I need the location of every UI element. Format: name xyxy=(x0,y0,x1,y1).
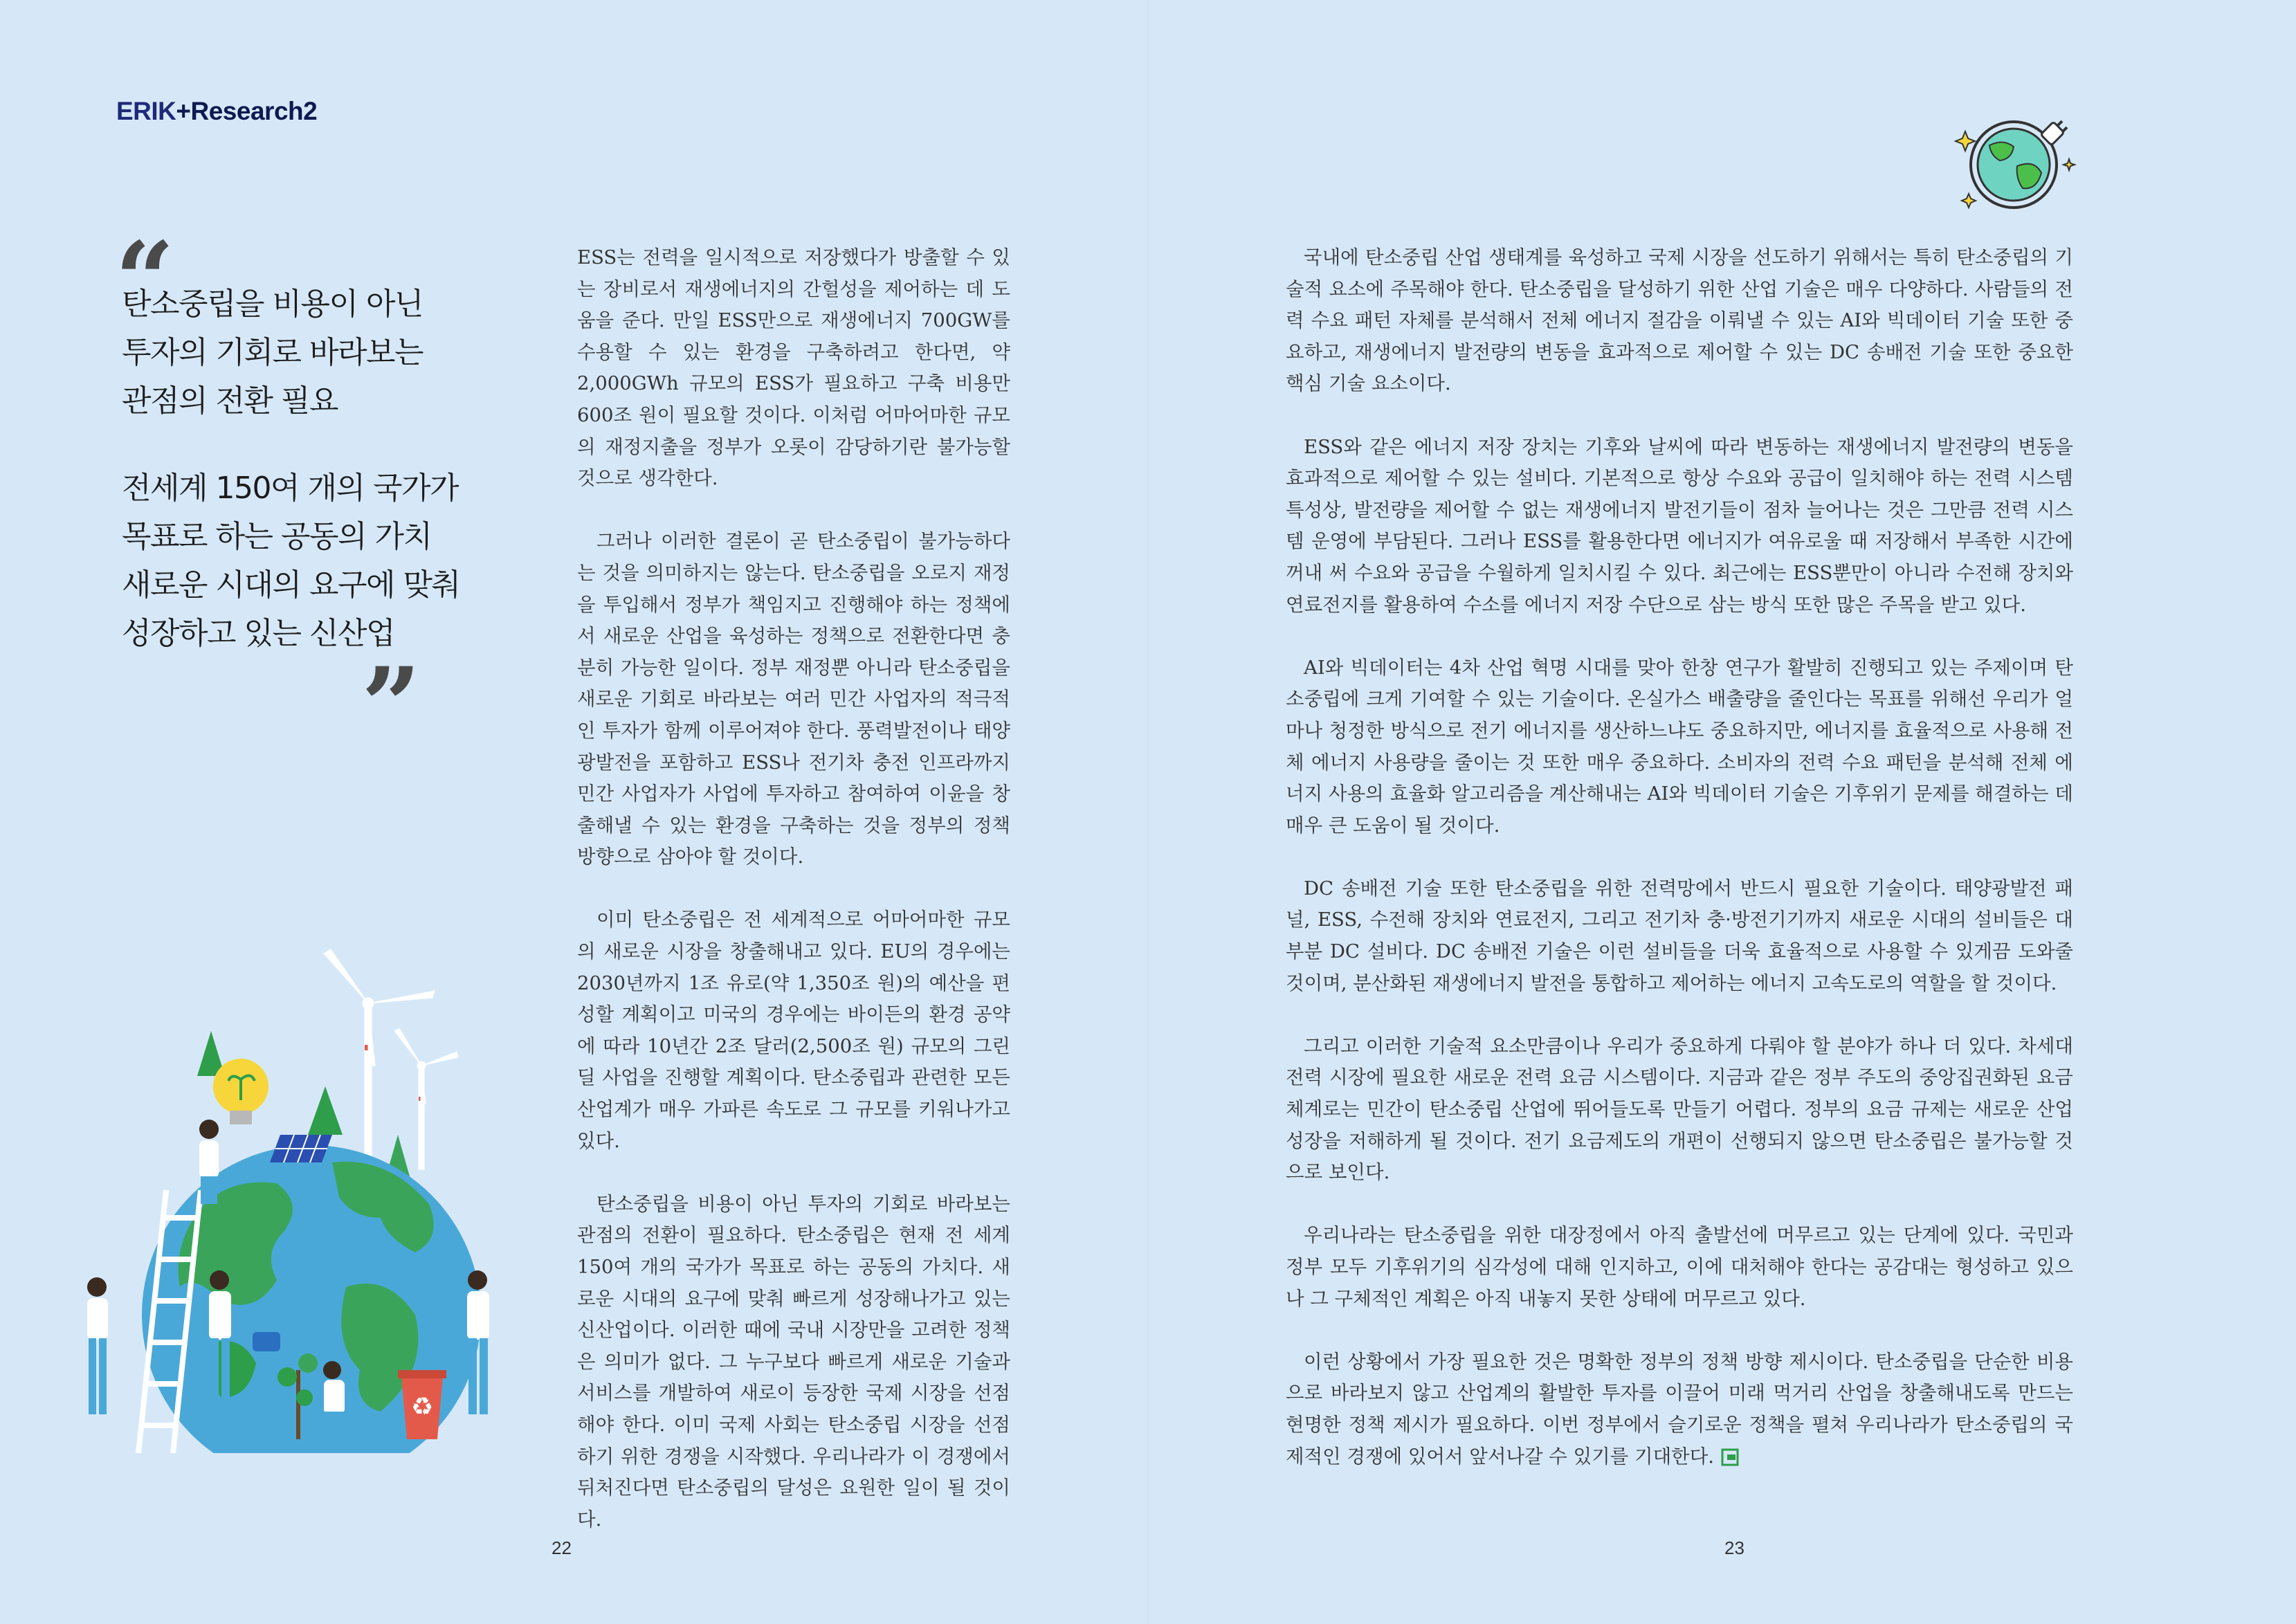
paragraph: ESS와 같은 에너지 저장 장치는 기후와 날씨에 따라 변동하는 재생에너지 발전량의 변동을 효과적으로 제어할 수 있는 설비다. 기본적으로 항상 수요와 공급이 일치해야 하는 전력 시스템 특성상, 발전량을 제어할 수 없는 재생에너지 발전기들이 점차 늘어나는 것은 그만큼 전력 시스템 운영에 부담된다. 그러나 ESS를 활용한다면 에너지가 여유로울 때 저장해서 부족한 시간에 꺼내 써 수요와 공급을 수월하게 일치시킬 수 있다. 최근에는 ESS뿐만이 아니라 수전해 장치와 연료전지를 활용하여 수소를 에너지 저장 수단으로 삼는 방식 또한 많은 주목을 받고 있다. xyxy=(1286,435,2073,616)
page-number-right: 23 xyxy=(1724,1538,1744,1558)
paragraph xyxy=(1286,1347,2073,1472)
paragraph-text: 이런 상황에서 가장 필요한 것은 명확한 정부의 정책 방향 제시이다. 탄소중립을 단순한 비용으로 바라보지 않고 산업계의 활발한 투자를 이끌어 미래 먹거리 산업을 창출해내도록 만드는 현명한 정책 제시가 필요하다. 이번 정부에서 슬기로운 정책을 펼쳐 우리나라가 탄소중립의 국제적인 경쟁에 있어서 앞서나갈 수 있기를 기대한다. xyxy=(1286,1350,2073,1468)
pull-quote-line: 성장하고 있는 신산업 xyxy=(122,616,395,651)
paragraph: 탄소중립을 비용이 아닌 투자의 기회로 바라보는 관점의 전환이 필요하다. 탄소중립은 현재 전 세계 150여 개의 국가가 목표로 하는 공동의 가치다. 새로운 시대의 요구에 맞춰 빠르게 성장해나가고 있는 신산업이다. 이러한 때에 국내 시장만을 고려한 정책은 의미가 없다. 그 누구보다 빠르게 새로운 기술과 서비스를 개발하여 새로이 등장한 국제 시장을 선점해야 한다. 이미 국제 사회는 탄소중립 시장을 선점하기 위한 경쟁을 시작했다. 우리나라가 이 경쟁에서 뒤처진다면 탄소중립의 달성은 요원한 일이 될 것이다. xyxy=(577,1192,1010,1531)
pull-quote xyxy=(122,280,482,658)
paragraph: 이미 탄소중립은 전 세계적으로 어마어마한 규모의 새로운 시장을 창출해내고 있다. EU의 경우에는 2030년까지 1조 유로(약 1,350조 원)의 예산을 편성할 계획이고 미국의 경우에는 바이든의 환경 공약에 따라 10년간 2조 달러(2,500조 원) 규모의 그린딜 사업을 진행할 계획이다. 탄소중립과 관련한 모든 산업계가 매우 가파른 속도로 그 규모를 키워나가고 있다. xyxy=(577,909,1010,1152)
earth-environment-illustration xyxy=(55,927,526,1453)
svg-text:♻: ♻ xyxy=(410,1393,434,1421)
paragraph: 우리나라는 탄소중립을 위한 대장정에서 아직 출발선에 머무르고 있는 단계에 있다. 국민과 정부 모두 기후위기의 심각성에 대해 인지하고, 이에 대처해야 한다는 공감대는 형성하고 있으나 그 구체적인 계획은 아직 내놓지 못한 상태에 머무르고 있다. xyxy=(1286,1224,2073,1310)
close-quote-mark: ” xyxy=(361,645,421,767)
globe-plug-icon xyxy=(1948,104,2079,221)
page-number-left: 22 xyxy=(552,1538,572,1558)
end-mark-icon xyxy=(1721,1448,1739,1466)
paragraph: 그러나 이러한 결론이 곧 탄소중립이 불가능하다는 것을 의미하지는 않는다. 탄소중립을 오로지 재정을 투입해서 정부가 책임지고 진행해야 하는 정책에서 새로운 산업을 육성하는 정책으로 전환한다면 충분히 가능한 일이다. 정부 재정뿐 아니라 탄소중립을 새로운 기회로 바라보는 여러 민간 사업자의 적극적인 투자가 함께 이루어져야 한다. 풍력발전이나 태양광발전을 포함하고 ESS나 전기차 충전 인프라까지 민간 사업자가 사업에 투자하고 참여하여 이윤을 창출해낼 수 있는 환경을 구축하는 것을 정부의 정책 방향으로 삼아야 할 것이다. xyxy=(577,530,1010,868)
paragraph: 국내에 탄소중립 산업 생태계를 육성하고 국제 시장을 선도하기 위해서는 특히 탄소중립의 기술적 요소에 주목해야 한다. 탄소중립을 달성하기 위한 산업 기술은 매우 다양하다. 사람들의 전력 수요 패턴 자체를 분석해서 전체 에너지 절감을 이뤄낼 수 있는 AI와 빅데이터 기술 또한 중요하고, 재생에너지 발전량의 변동을 효과적으로 제어할 수 있는 DC 송배전 기술 또한 중요한 핵심 기술 요소이다. xyxy=(1286,246,2073,395)
pull-quote-line: 전세계 150여 개의 국가가 xyxy=(122,471,458,506)
paragraph: AI와 빅데이터는 4차 산업 혁명 시대를 맞아 한창 연구가 활발히 진행되고 있는 주제이며 탄소중립에 크게 기여할 수 있는 기술이다. 온실가스 배출량을 줄인다는 목표를 위해선 우리가 얼마나 청정한 방식으로 전기 에너지를 생산하느냐도 중요하지만, 에너지를 효율적으로 사용해 전체 에너지 사용량을 줄이는 것 또한 매우 중요하다. 소비자의 전력 수요 패턴을 분석해 전체 에너지 사용의 효율화 알고리즘을 계산해내는 AI와 빅데이터 기술은 기후위기 문제를 해결하는 데 매우 큰 도움이 될 것이다. xyxy=(1286,656,2073,837)
open-quote-mark: “ xyxy=(115,219,175,341)
paragraph: 그리고 이러한 기술적 요소만큼이나 우리가 중요하게 다뤄야 할 분야가 하나 더 있다. 차세대 전력 시장에 필요한 새로운 전력 요금 시스템이다. 지금과 같은 정부 주도의 중앙집권화된 요금 체계로는 민간이 탄소중립 산업에 뛰어들도록 만들기 어렵다. 정부의 요금 규제는 새로운 산업 성장을 저해하게 될 것이다. 전기 요금제도의 개편이 선행되지 않으면 탄소중립은 불가능할 것으로 보인다. xyxy=(1286,1034,2073,1184)
paragraph: ESS는 전력을 일시적으로 저장했다가 방출할 수 있는 장비로서 재생에너지의 간헐성을 제어하는 데 도움을 준다. 만일 ESS만으로 재생에너지 700GW를 수용할 수 있는 환경을 구축하려고 한다면, 약 2,000GWh 규모의 ESS가 필요하고 구축 비용만 600조 원이 필요할 것이다. 이처럼 어마어마한 규모의 재정지출을 정부가 오롯이 감당하기란 불가능할 것으로 생각한다. xyxy=(577,246,1010,490)
left-body-column xyxy=(577,242,1010,1567)
pull-quote-line: 투자의 기회로 바라보는 xyxy=(122,335,423,370)
pull-quote-line: 관점의 전환 필요 xyxy=(122,383,338,419)
right-body-column xyxy=(1286,242,2073,1504)
brand-part2: +Research2 xyxy=(176,97,318,125)
magazine-brand xyxy=(116,97,317,126)
paragraph: DC 송배전 기술 또한 탄소중립을 위한 전력망에서 반드시 필요한 기술이다. 태양광발전 패널, ESS, 수전해 장치와 연료전지, 그리고 전기차 충·방전기기까지 새로운 시대의 설비들은 대부분 DC 설비다. DC 송배전 기술은 이런 설비들을 더욱 효율적으로 사용할 수 있게끔 도와줄 것이며, 분산화된 재생에너지 발전을 통합하고 제어하는 에너지 고속도로의 역할을 할 것이다. xyxy=(1286,877,2073,994)
pull-quote-line: 목표로 하는 공동의 가치 xyxy=(122,519,432,554)
brand-part1: ERIK xyxy=(116,97,176,125)
pull-quote-line: 새로운 시대의 요구에 맞춰 xyxy=(122,567,460,603)
pull-quote-line: 탄소중립을 비용이 아닌 xyxy=(122,286,423,322)
